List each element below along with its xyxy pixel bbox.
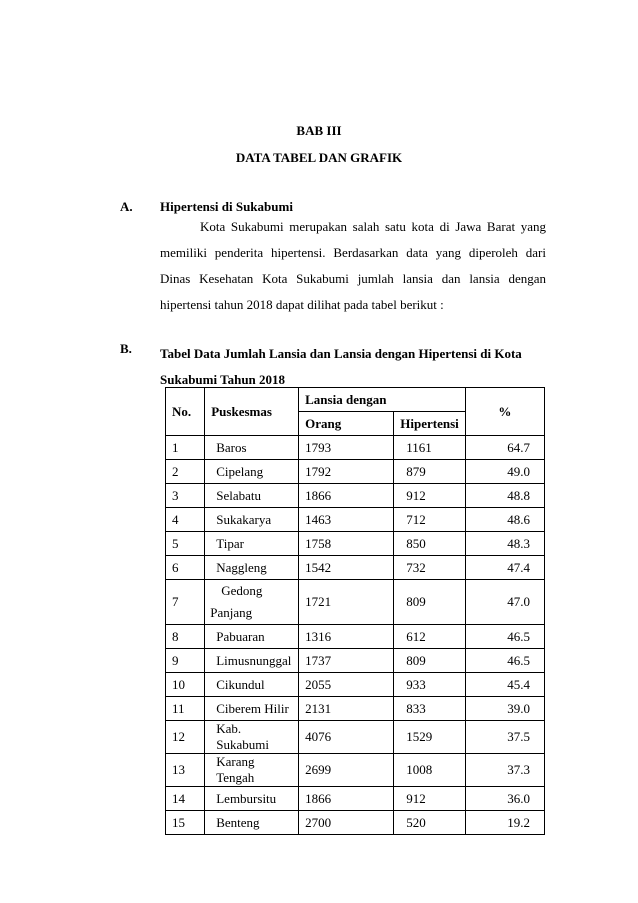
cell-percent: 47.4 [465, 556, 544, 580]
table-row [166, 811, 545, 835]
cell-puskesmas-line2: Panjang [210, 605, 253, 620]
cell-no: 13 [166, 754, 205, 787]
cell-puskesmas: Ciberem Hilir [205, 697, 299, 721]
table-row [166, 508, 545, 532]
cell-percent: 64.7 [465, 436, 544, 460]
cell-hipertensi: 732 [394, 556, 466, 580]
table-row [166, 580, 545, 625]
cell-percent: 45.4 [465, 673, 544, 697]
cell-percent: 48.8 [465, 484, 544, 508]
header-puskesmas: Puskesmas [205, 388, 299, 436]
cell-percent: 48.3 [465, 532, 544, 556]
cell-puskesmas: Tipar [205, 532, 299, 556]
header-lansia-dengan: Lansia dengan [299, 388, 466, 412]
cell-hipertensi: 850 [394, 532, 466, 556]
cell-hipertensi: 520 [394, 811, 466, 835]
cell-percent: 48.6 [465, 508, 544, 532]
table-row [166, 484, 545, 508]
cell-puskesmas: Cipelang [205, 460, 299, 484]
cell-percent: 19.2 [465, 811, 544, 835]
table-row [166, 673, 545, 697]
cell-orang: 4076 [299, 721, 394, 754]
section-a-paragraph [160, 214, 546, 318]
table-row [166, 436, 545, 460]
cell-no: 2 [166, 460, 205, 484]
cell-puskesmas: Sukakarya [205, 508, 299, 532]
header-no: No. [166, 388, 205, 436]
table-row [166, 754, 545, 787]
cell-orang: 1316 [299, 625, 394, 649]
cell-puskesmas: Limusnunggal [205, 649, 299, 673]
cell-orang: 1542 [299, 556, 394, 580]
cell-hipertensi: 879 [394, 460, 466, 484]
cell-no: 7 [166, 580, 205, 625]
cell-orang: 1737 [299, 649, 394, 673]
section-b-heading: Tabel Data Jumlah Lansia dan Lansia dengan Hipertensi di Kota Sukabumi Tahun 2018 [160, 346, 522, 387]
header-hipertensi: Hipertensi [394, 412, 466, 436]
cell-puskesmas: Lembursitu [205, 787, 299, 811]
cell-no: 8 [166, 625, 205, 649]
cell-no: 12 [166, 721, 205, 754]
section-a-heading: Hipertensi di Sukabumi [160, 199, 293, 214]
cell-percent: 47.0 [465, 580, 544, 625]
table-row [166, 532, 545, 556]
cell-orang: 1463 [299, 508, 394, 532]
table-row [166, 556, 545, 580]
table-row [166, 721, 545, 754]
cell-orang: 2055 [299, 673, 394, 697]
cell-orang: 2700 [299, 811, 394, 835]
cell-percent: 37.5 [465, 721, 544, 754]
table-row [166, 787, 545, 811]
section-a-letter: A. [120, 199, 133, 214]
cell-hipertensi: 933 [394, 673, 466, 697]
cell-no: 3 [166, 484, 205, 508]
cell-no: 6 [166, 556, 205, 580]
table-row [166, 697, 545, 721]
cell-percent: 46.5 [465, 649, 544, 673]
cell-percent: 46.5 [465, 625, 544, 649]
cell-puskesmas: Kab. Sukabumi [205, 721, 299, 754]
data-table [165, 387, 545, 835]
cell-hipertensi: 809 [394, 649, 466, 673]
cell-puskesmas-line1: Gedong [221, 583, 263, 598]
table-row [166, 649, 545, 673]
cell-orang: 1793 [299, 436, 394, 460]
cell-orang: 1866 [299, 787, 394, 811]
cell-no: 9 [166, 649, 205, 673]
chapter-heading: BAB III [296, 123, 342, 138]
cell-percent: 49.0 [465, 460, 544, 484]
cell-no: 10 [166, 673, 205, 697]
cell-percent: 39.0 [465, 697, 544, 721]
cell-puskesmas: Selabatu [205, 484, 299, 508]
cell-puskesmas: Benteng [205, 811, 299, 835]
cell-no: 15 [166, 811, 205, 835]
cell-no: 5 [166, 532, 205, 556]
cell-hipertensi: 912 [394, 787, 466, 811]
cell-percent: 36.0 [465, 787, 544, 811]
paragraph-text: Kota Sukabumi merupakan salah satu kota di Jawa Barat yang memiliki penderita hipertensi. Berdasarkan data yang diperoleh dari Dinas Kesehatan Kota Sukabumi jumlah lansia dan lansia dengan hipertensi tahun 2018 dapat dilihat pada tabel berikut : [160, 219, 546, 312]
table-row [166, 460, 545, 484]
cell-hipertensi: 833 [394, 697, 466, 721]
cell-no: 14 [166, 787, 205, 811]
cell-hipertensi: 1529 [394, 721, 466, 754]
cell-orang: 2131 [299, 697, 394, 721]
header-percent: % [465, 388, 544, 436]
cell-hipertensi: 912 [394, 484, 466, 508]
cell-puskesmas: Baros [205, 436, 299, 460]
cell-hipertensi: 612 [394, 625, 466, 649]
cell-orang: 1758 [299, 532, 394, 556]
cell-puskesmas: Pabuaran [205, 625, 299, 649]
header-orang: Orang [299, 412, 394, 436]
cell-percent: 37.3 [465, 754, 544, 787]
cell-no: 1 [166, 436, 205, 460]
cell-hipertensi: 1008 [394, 754, 466, 787]
cell-puskesmas: Naggleng [205, 556, 299, 580]
cell-puskesmas: Cikundul [205, 673, 299, 697]
cell-no: 11 [166, 697, 205, 721]
cell-orang: 1866 [299, 484, 394, 508]
cell-orang: 1792 [299, 460, 394, 484]
cell-puskesmas [205, 580, 299, 625]
table-row [166, 625, 545, 649]
cell-hipertensi: 1161 [394, 436, 466, 460]
cell-orang: 2699 [299, 754, 394, 787]
chapter-title: DATA TABEL DAN GRAFIK [235, 150, 403, 165]
cell-orang: 1721 [299, 580, 394, 625]
cell-puskesmas: Karang Tengah [205, 754, 299, 787]
cell-hipertensi: 712 [394, 508, 466, 532]
cell-hipertensi: 809 [394, 580, 466, 625]
section-b-letter: B. [120, 341, 132, 356]
cell-no: 4 [166, 508, 205, 532]
